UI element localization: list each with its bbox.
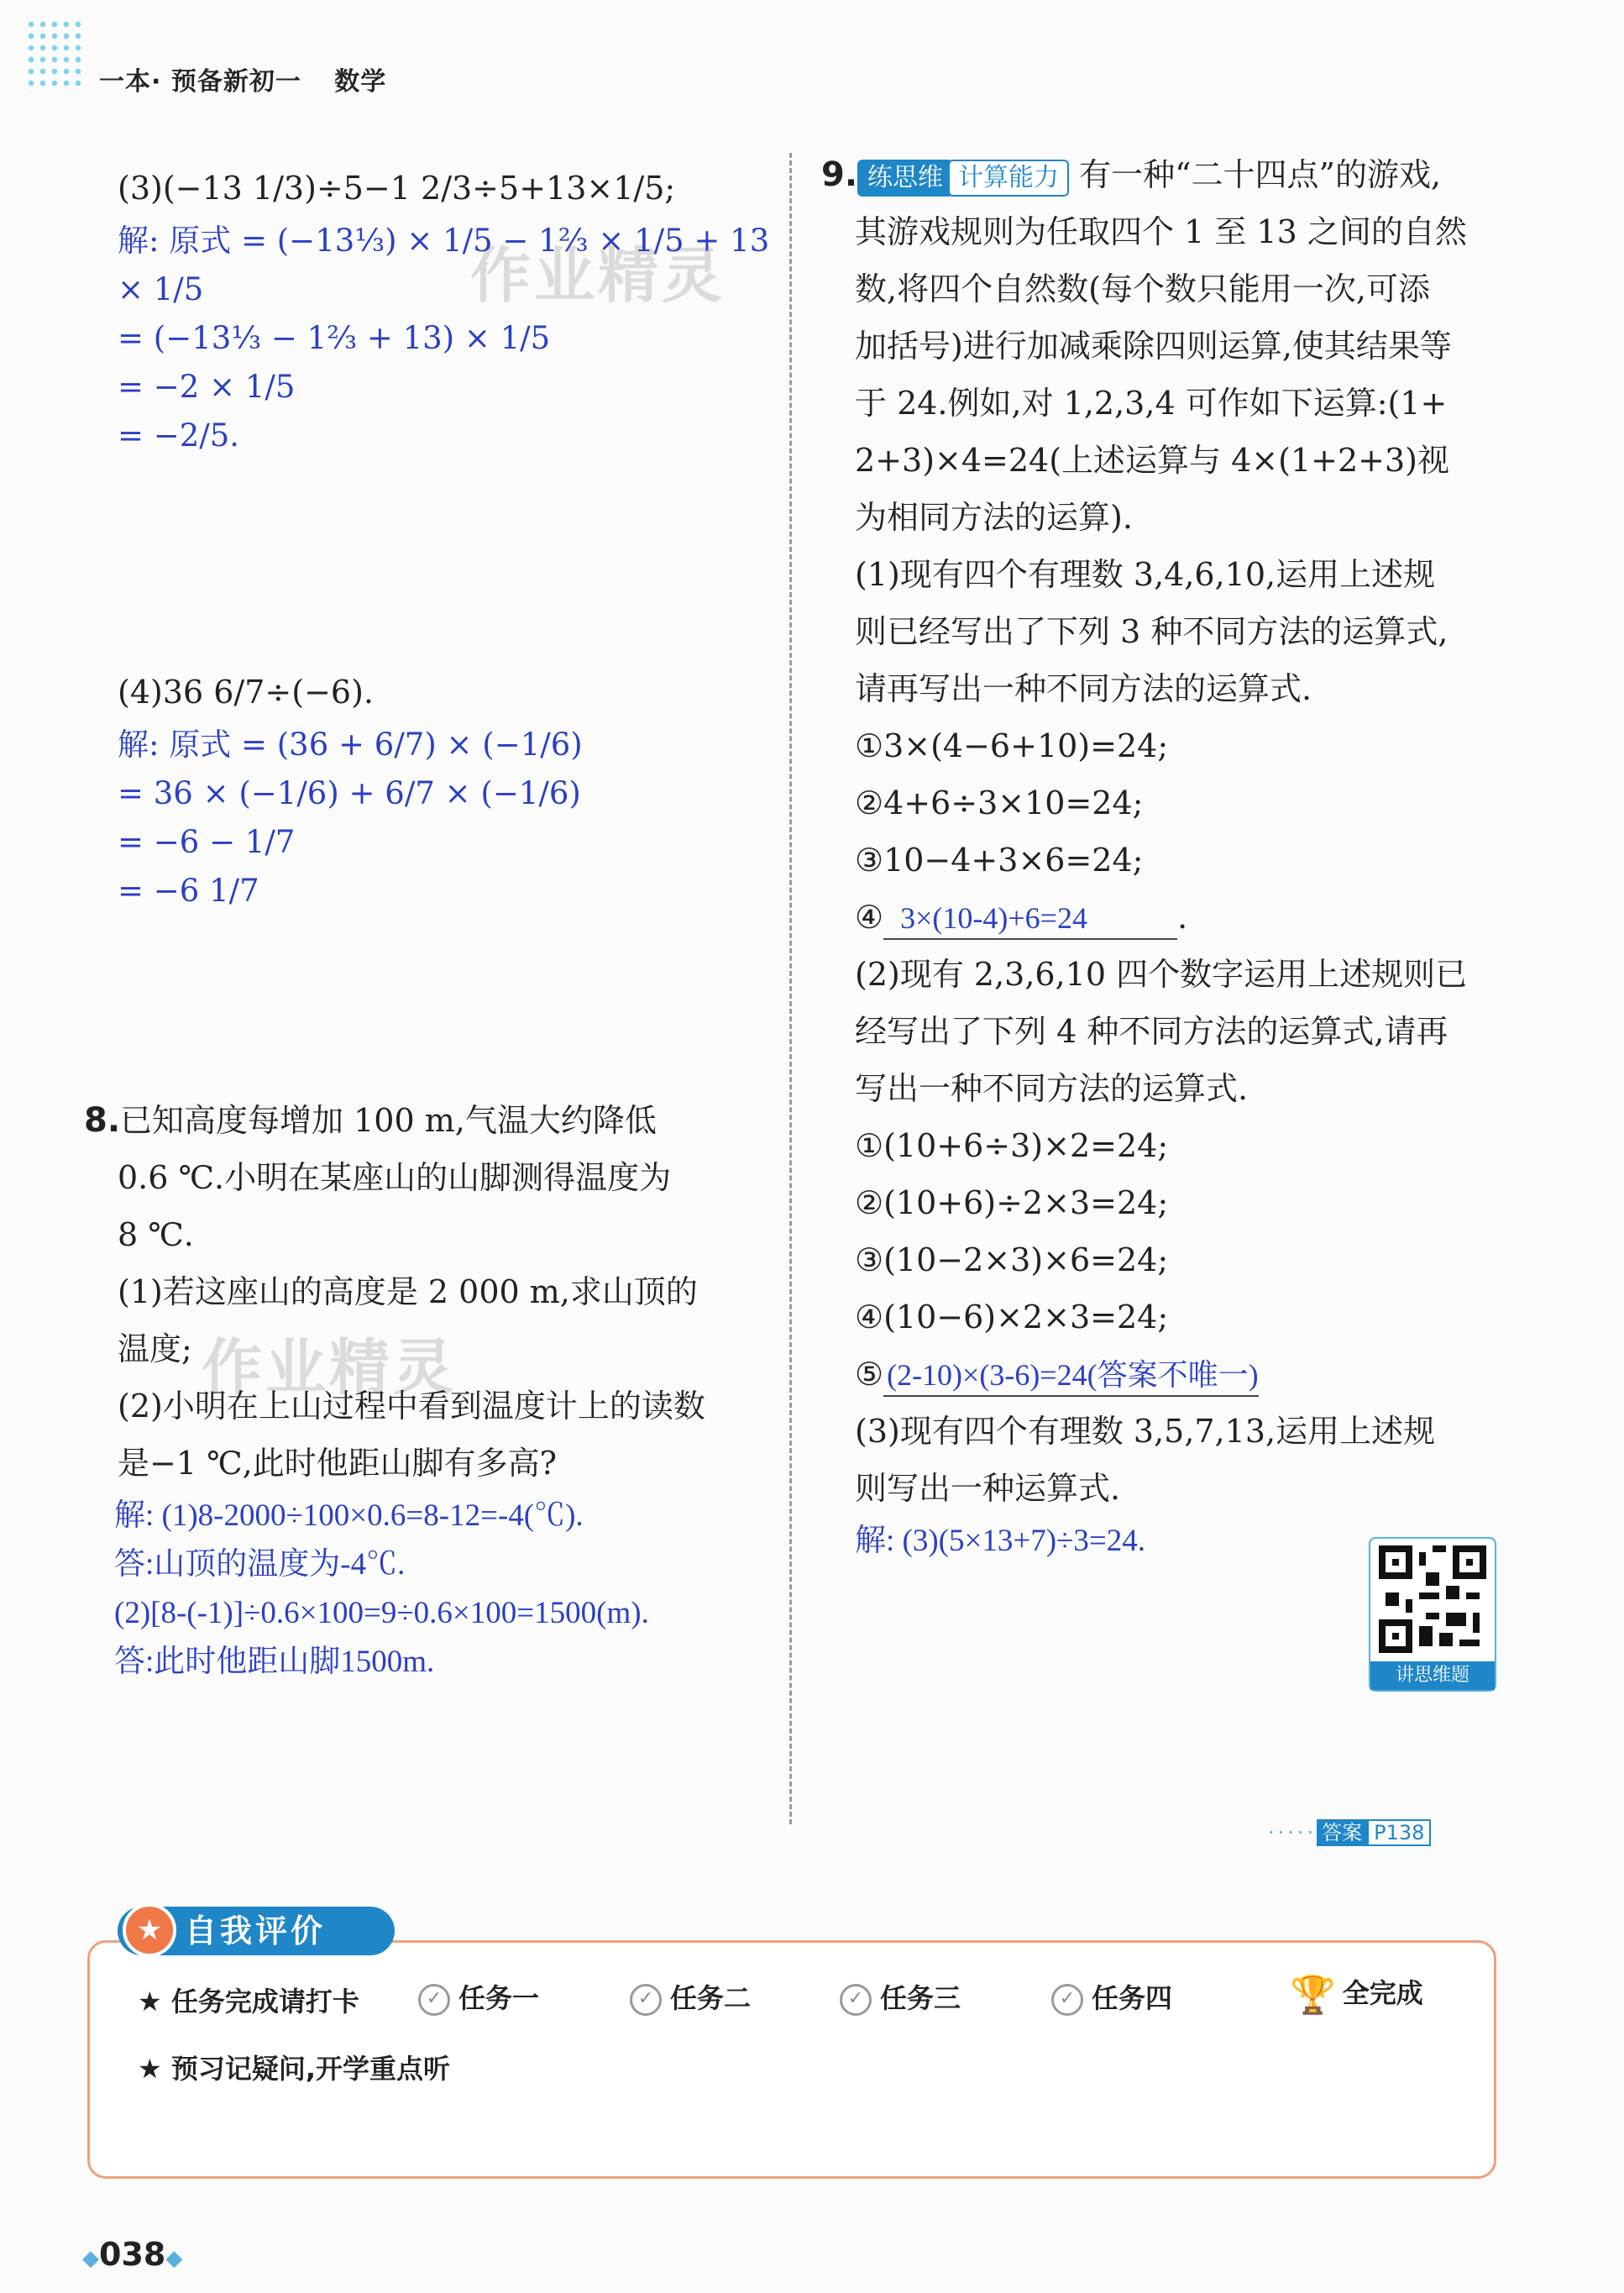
q4-step: = −6 1/7 xyxy=(118,873,259,909)
q9-part3-answer: 解: (3)(5×13+7)÷3=24. xyxy=(855,1524,1145,1558)
answer-reference: ····· 答案 P138 xyxy=(1268,1816,1431,1845)
q9-part1: (1)现有四个有理数 3,4,6,10,运用上述规 xyxy=(855,556,1436,593)
q9-part2: 写出一种不同方法的运算式. xyxy=(855,1070,1249,1107)
page-header xyxy=(99,60,386,97)
q8-line: 已知高度每增加 100 m,气温大约降低 xyxy=(120,1102,657,1139)
q3-step: = −2/5. xyxy=(118,417,240,454)
question-4 xyxy=(118,664,773,916)
q4-step: 解: 原式 = (36 + 6/7) × (−1/6) xyxy=(118,727,583,763)
corner-dot-pattern xyxy=(25,18,86,92)
task-checkbox-1[interactable] xyxy=(418,1977,539,2016)
q8-line: 0.6 ℃.小明在某座山的山脚测得温度为 xyxy=(118,1159,672,1196)
period: . xyxy=(1177,899,1188,936)
q9-part1-blank-label: ④ xyxy=(855,899,884,936)
q8-line: 8 ℃. xyxy=(118,1216,194,1253)
question-9 xyxy=(821,146,1493,1566)
q3-step: = −2 × 1/5 xyxy=(118,369,296,405)
q8-line: (2)小明在上山过程中看到温度计上的读数 xyxy=(118,1388,705,1425)
watermark: 作业精灵 xyxy=(470,240,726,311)
complete-label: 全完成 xyxy=(1342,1977,1423,2009)
q9-intro: 为相同方法的运算). xyxy=(855,499,1133,536)
question-8 xyxy=(84,1092,773,1687)
q9-intro: 于 24.例如,对 1,2,3,4 可作如下运算:(1+ xyxy=(855,385,1448,422)
subject-label: 数学 xyxy=(334,67,387,97)
task-checkbox-2[interactable] xyxy=(630,1977,751,2016)
q9-part2-blank-label: ⑤ xyxy=(855,1356,884,1393)
task-label: 任务一 xyxy=(458,1982,540,2014)
q8-answer: 解: (1)8-2000÷100×0.6=8-12=-4(℃). xyxy=(114,1498,584,1533)
skill-tag-computation: 计算能力 xyxy=(948,160,1069,197)
diamond-icon: ◆ xyxy=(82,2246,99,2271)
q9-intro: 2+3)×4=24(上述运算与 4×(1+2+3)视 xyxy=(855,442,1450,479)
watermark: 作业精灵 xyxy=(202,1332,458,1403)
star-badge-icon: ★ xyxy=(123,1903,176,1957)
answer-blank[interactable]: 3×(10-4)+6=24 xyxy=(883,898,1177,940)
qr-icon xyxy=(1379,1545,1486,1653)
q9-intro: 数,将四个自然数(每个数只能用一次,可添 xyxy=(855,270,1430,307)
complete-checkbox[interactable] xyxy=(1290,1972,1423,2017)
answer-blank[interactable]: (2-10)×(3-6)=24(答案不唯一) xyxy=(883,1355,1259,1397)
q9-part1-item: ③10−4+3×6=24; xyxy=(855,842,1144,879)
q4-step: = −6 − 1/7 xyxy=(118,824,296,860)
page-number-text: 038 xyxy=(99,2236,166,2273)
q9-part1: 请再写出一种不同方法的运算式. xyxy=(855,670,1312,707)
question-3 xyxy=(118,160,773,460)
q9-part3: 则写出一种运算式. xyxy=(855,1470,1121,1507)
task-label: 任务二 xyxy=(670,1982,752,2014)
skill-tag-thinking: 练思维 xyxy=(857,160,953,197)
q9-part1-item: ①3×(4−6+10)=24; xyxy=(855,727,1169,764)
q8-line: 温度; xyxy=(118,1330,192,1367)
q8-answer: 答:山顶的温度为-4℃. xyxy=(114,1547,406,1582)
q8-line: (1)若这座山的高度是 2 000 m,求山顶的 xyxy=(118,1273,698,1310)
q4-step: = 36 × (−1/6) + 6/7 × (−1/6) xyxy=(118,775,581,811)
task-checkbox-3[interactable] xyxy=(840,1977,961,2016)
qr-code[interactable] xyxy=(1369,1537,1496,1692)
q9-part1: 则已经写出了下列 3 种不同方法的运算式, xyxy=(855,613,1449,650)
task-checkbox-4[interactable] xyxy=(1051,1977,1172,2016)
column-divider xyxy=(789,153,792,1824)
qr-label: 讲思维题 xyxy=(1370,1661,1495,1690)
q9-intro: 加括号)进行加减乘除四则运算,使其结果等 xyxy=(855,328,1452,365)
q9-part2: 经写出了下列 4 种不同方法的运算式,请再 xyxy=(855,1013,1449,1050)
q4-problem: (4)36 6/7÷(−6). xyxy=(118,674,375,711)
q9-part3: (3)现有四个有理数 3,5,7,13,运用上述规 xyxy=(855,1413,1436,1450)
answer-page: P138 xyxy=(1367,1819,1431,1846)
check-icon: ✓ xyxy=(1051,1984,1083,2016)
q3-step: 解: 原式 = (−13⅓) × 1/5 − 1⅔ × 1/5 + 13 × 1/5 xyxy=(118,223,770,307)
check-icon: ✓ xyxy=(840,1984,872,2016)
q9-part2-item: ③(10−2×3)×6=24; xyxy=(855,1241,1169,1278)
q9-part1-item: ②4+6÷3×10=24; xyxy=(855,784,1144,821)
trophy-icon: 🏆 xyxy=(1290,1974,1336,2017)
book-title: 一本· 预备新初一 xyxy=(99,67,301,97)
q9-intro: 有一种“二十四点”的游戏, xyxy=(1079,156,1442,193)
q9-intro: 其游戏规则为任取四个 1 至 13 之间的自然 xyxy=(855,213,1467,250)
answer-label: 答案 xyxy=(1317,1819,1367,1846)
page-number xyxy=(82,2236,182,2273)
diamond-icon: ◆ xyxy=(165,2246,183,2271)
task-label: 任务三 xyxy=(880,1982,961,2014)
check-icon: ✓ xyxy=(630,1984,662,2016)
task-label: 任务四 xyxy=(1092,1982,1173,2014)
q8-answer: 答:此时他距山脚1500m. xyxy=(114,1645,435,1679)
preview-questions-label: ★ 预习记疑问,开学重点听 xyxy=(138,2053,450,2085)
self-evaluation-title: 自我评价 xyxy=(118,1907,395,1955)
task-checkin-label: ★ 任务完成请打卡 xyxy=(138,1986,359,2018)
q3-step: = (−13⅓ − 1⅔ + 13) × 1/5 xyxy=(118,320,551,356)
q9-part2-item: ①(10+6÷3)×2=24; xyxy=(855,1127,1169,1164)
q3-problem: (3)(−13 1/3)÷5−1 2/3÷5+13×1/5; xyxy=(118,170,676,207)
q8-number: 8. xyxy=(84,1101,121,1140)
check-icon: ✓ xyxy=(418,1984,450,2016)
q8-answer: (2)[8-(-1)]÷0.6×100=9÷0.6×100=1500(m). xyxy=(114,1596,649,1630)
q9-part2: (2)现有 2,3,6,10 四个数字运用上述规则已 xyxy=(855,956,1468,993)
q9-part2-item: ②(10+6)÷2×3=24; xyxy=(855,1184,1169,1221)
q9-number: 9. xyxy=(821,155,858,194)
q9-part2-item: ④(10−6)×2×3=24; xyxy=(855,1299,1169,1335)
q8-line: 是−1 ℃,此时他距山脚有多高? xyxy=(118,1445,558,1482)
